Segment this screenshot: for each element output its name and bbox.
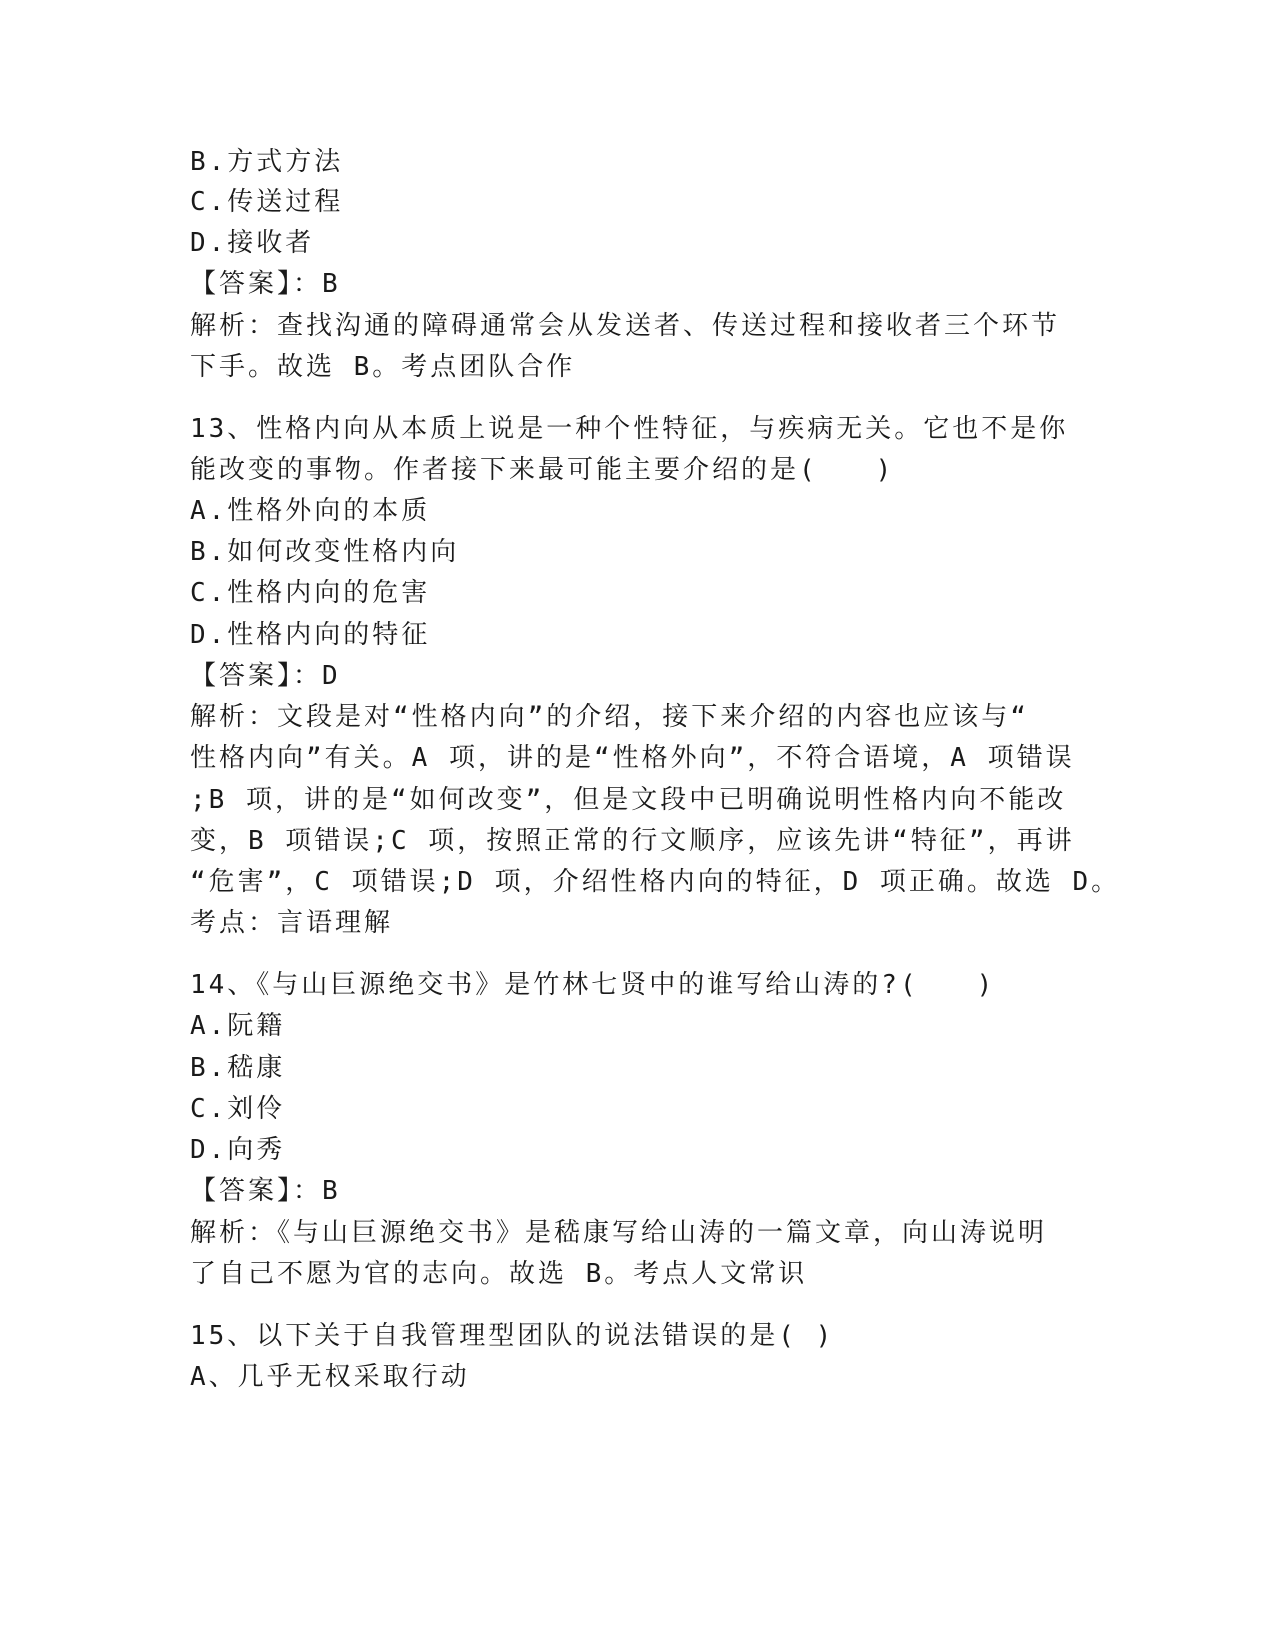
q12-explanation-line: 解析：查找沟通的障碍通常会从发送者、传送过程和接收者三个环节	[190, 311, 1061, 341]
q12-option-c: C.传送过程	[190, 187, 344, 217]
q13-option-c: C.性格内向的危害	[190, 578, 431, 608]
q13-answer: 【答案】：D	[190, 661, 341, 691]
q12-answer: 【答案】：B	[190, 269, 341, 299]
q13-option-a: A.性格外向的本质	[190, 496, 431, 526]
q14-explanation-line: 了自己不愿为官的志向。故选 B。考点人文常识	[190, 1259, 808, 1289]
q15-option-a: A、几乎无权采取行动	[190, 1362, 470, 1392]
q12-option-d: D.接收者	[190, 228, 315, 258]
q12-option-b: B.方式方法	[190, 147, 344, 177]
q13-explanation-line: ;B 项，讲的是“如何改变”，但是文段中已明确说明性格内向不能改	[190, 785, 1067, 815]
q13-explanation-line: “危害”，C 项错误;D 项，介绍性格内向的特征，D 项正确。故选 D。	[190, 867, 1121, 897]
q13-explanation-line: 考点：言语理解	[190, 908, 394, 938]
q14-option-c: C.刘伶	[190, 1094, 286, 1124]
q13-explanation-line: 变，B 项错误;C 项，按照正常的行文顺序，应该先讲“特征”，再讲	[190, 826, 1075, 856]
q14-option-d: D.向秀	[190, 1135, 286, 1165]
q13-option-b: B.如何改变性格内向	[190, 537, 460, 567]
q15-stem: 15、以下关于自我管理型团队的说法错误的是( )	[190, 1321, 835, 1351]
q14-stem: 14、《与山巨源绝交书》是竹林七贤中的谁写给山涛的?( )	[190, 970, 996, 1000]
q14-answer: 【答案】：B	[190, 1176, 341, 1206]
q13-explanation-line: 解析：文段是对“性格内向”的介绍，接下来介绍的内容也应该与“	[190, 702, 1029, 732]
q14-option-a: A.阮籍	[190, 1011, 286, 1041]
q14-option-b: B.嵇康	[190, 1053, 286, 1083]
q12-explanation-line: 下手。故选 B。考点团队合作	[190, 352, 576, 382]
q14-explanation-line: 解析：《与山巨源绝交书》是嵇康写给山涛的一篇文章，向山涛说明	[190, 1218, 1048, 1248]
q13-option-d: D.性格内向的特征	[190, 620, 431, 650]
q13-stem-line: 能改变的事物。作者接下来最可能主要介绍的是( )	[190, 455, 895, 485]
q13-stem-line: 13、性格内向从本质上说是一种个性特征，与疾病无关。它也不是你	[190, 414, 1069, 444]
q13-explanation-line: 性格内向”有关。A 项，讲的是“性格外向”，不符合语境，A 项错误	[190, 743, 1075, 773]
